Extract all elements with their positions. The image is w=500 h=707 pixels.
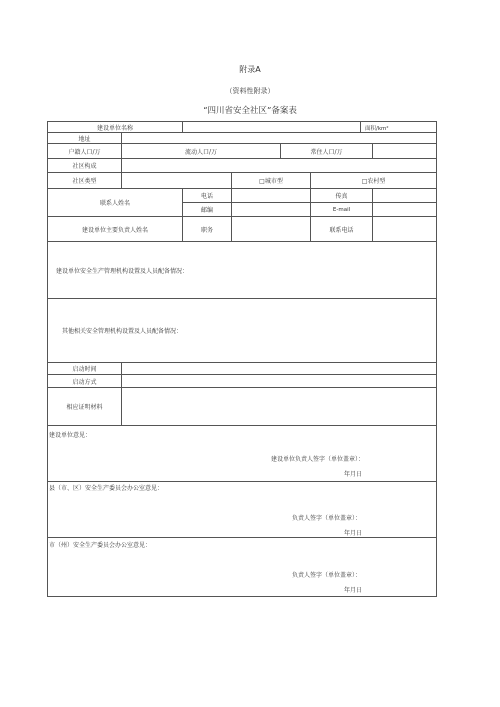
position-field[interactable] [232, 217, 311, 242]
composition-field[interactable] [122, 159, 437, 173]
position-label: 职务 [183, 217, 232, 242]
unit-date-label: 年月日 [344, 470, 363, 478]
start-time-label: 启动时间 [48, 363, 122, 375]
community-type-label: 社区类型 [48, 173, 122, 189]
area-label: 面积/km² [365, 125, 389, 132]
postcode-field[interactable] [232, 203, 311, 217]
contact-name-label: 联系人姓名 [48, 189, 183, 217]
phone-field[interactable] [232, 189, 311, 203]
other-org-label: 其他相关安全管理机构设置及人员配备情况： [62, 328, 183, 335]
county-opinion-field[interactable] [48, 482, 437, 538]
row-start-method [48, 375, 437, 388]
row-city-opinion [48, 538, 437, 597]
start-method-label: 启动方式 [48, 375, 122, 388]
county-date-label: 年月日 [344, 529, 363, 537]
appendix-type: （资料性附录） [225, 87, 275, 95]
unit-opinion-label: 建设单位意见： [49, 431, 92, 439]
unit-name-label: 建设单位名称 [48, 122, 183, 133]
resident-population-field[interactable] [373, 144, 437, 159]
registration-form [47, 121, 437, 597]
row-safety-org [48, 242, 437, 299]
urban-type-checkbox[interactable]: □城市型 [232, 173, 311, 189]
fax-field[interactable] [373, 189, 437, 203]
safety-org-field[interactable] [48, 242, 437, 299]
unit-signature-label: 建设单位负责人签字（单位盖章）： [271, 455, 365, 463]
row-composition [48, 159, 437, 173]
address-label: 地址 [48, 133, 122, 144]
row-county-opinion [48, 482, 437, 538]
unit-opinion-field[interactable] [48, 426, 437, 482]
row-contact-phone [48, 189, 437, 203]
county-signature-label: 负责人签字（单位盖章）： [292, 514, 362, 522]
evidence-label: 相应证明材料 [48, 388, 122, 426]
row-leader [48, 217, 437, 242]
registered-population-label: 户籍人口/万 [48, 144, 122, 159]
email-field[interactable] [373, 203, 437, 217]
leader-name-label: 建设单位主要负责人姓名 [48, 217, 183, 242]
fax-label: 传真 [311, 189, 373, 203]
city-signature-label: 负责人签字（单位盖章）： [292, 572, 362, 579]
city-date-label: 年月日 [344, 587, 363, 594]
phone-label: 电话 [183, 189, 232, 203]
row-evidence [48, 388, 437, 426]
row-unit-name [48, 122, 437, 133]
address-field[interactable] [122, 133, 437, 144]
safety-org-label: 建设单位安全生产管理机构设置及人员配备情况： [56, 267, 189, 275]
city-opinion-label: 市（州）安全生产委员会办公室意见： [49, 542, 152, 549]
row-start-time [48, 363, 437, 375]
appendix-heading: 附录A [239, 65, 261, 74]
evidence-field[interactable] [122, 388, 437, 426]
row-address [48, 133, 437, 144]
unit-name-field[interactable] [183, 122, 361, 133]
start-time-field[interactable] [122, 363, 437, 375]
composition-label: 社区构成 [48, 159, 122, 173]
county-opinion-label: 县（市、区）安全生产委员会办公室意见： [49, 484, 164, 492]
row-community-type [48, 173, 437, 189]
start-method-field[interactable] [122, 375, 437, 388]
row-unit-opinion [48, 426, 437, 482]
row-population [48, 144, 437, 159]
row-other-org [48, 299, 437, 363]
rural-type-checkbox[interactable]: □农村型 [311, 173, 437, 189]
city-opinion-field[interactable] [48, 538, 437, 597]
contact-phone-label: 联系电话 [311, 217, 373, 242]
floating-population-label: 流动人口/万 [122, 144, 281, 159]
resident-population-label: 常住人口/万 [281, 144, 373, 159]
form-title: “四川省安全社区”备案表 [203, 106, 297, 116]
email-label: E-mail [311, 203, 373, 217]
other-org-field[interactable] [48, 299, 437, 363]
contact-phone-field[interactable] [373, 217, 437, 242]
postcode-label: 邮编 [183, 203, 232, 217]
